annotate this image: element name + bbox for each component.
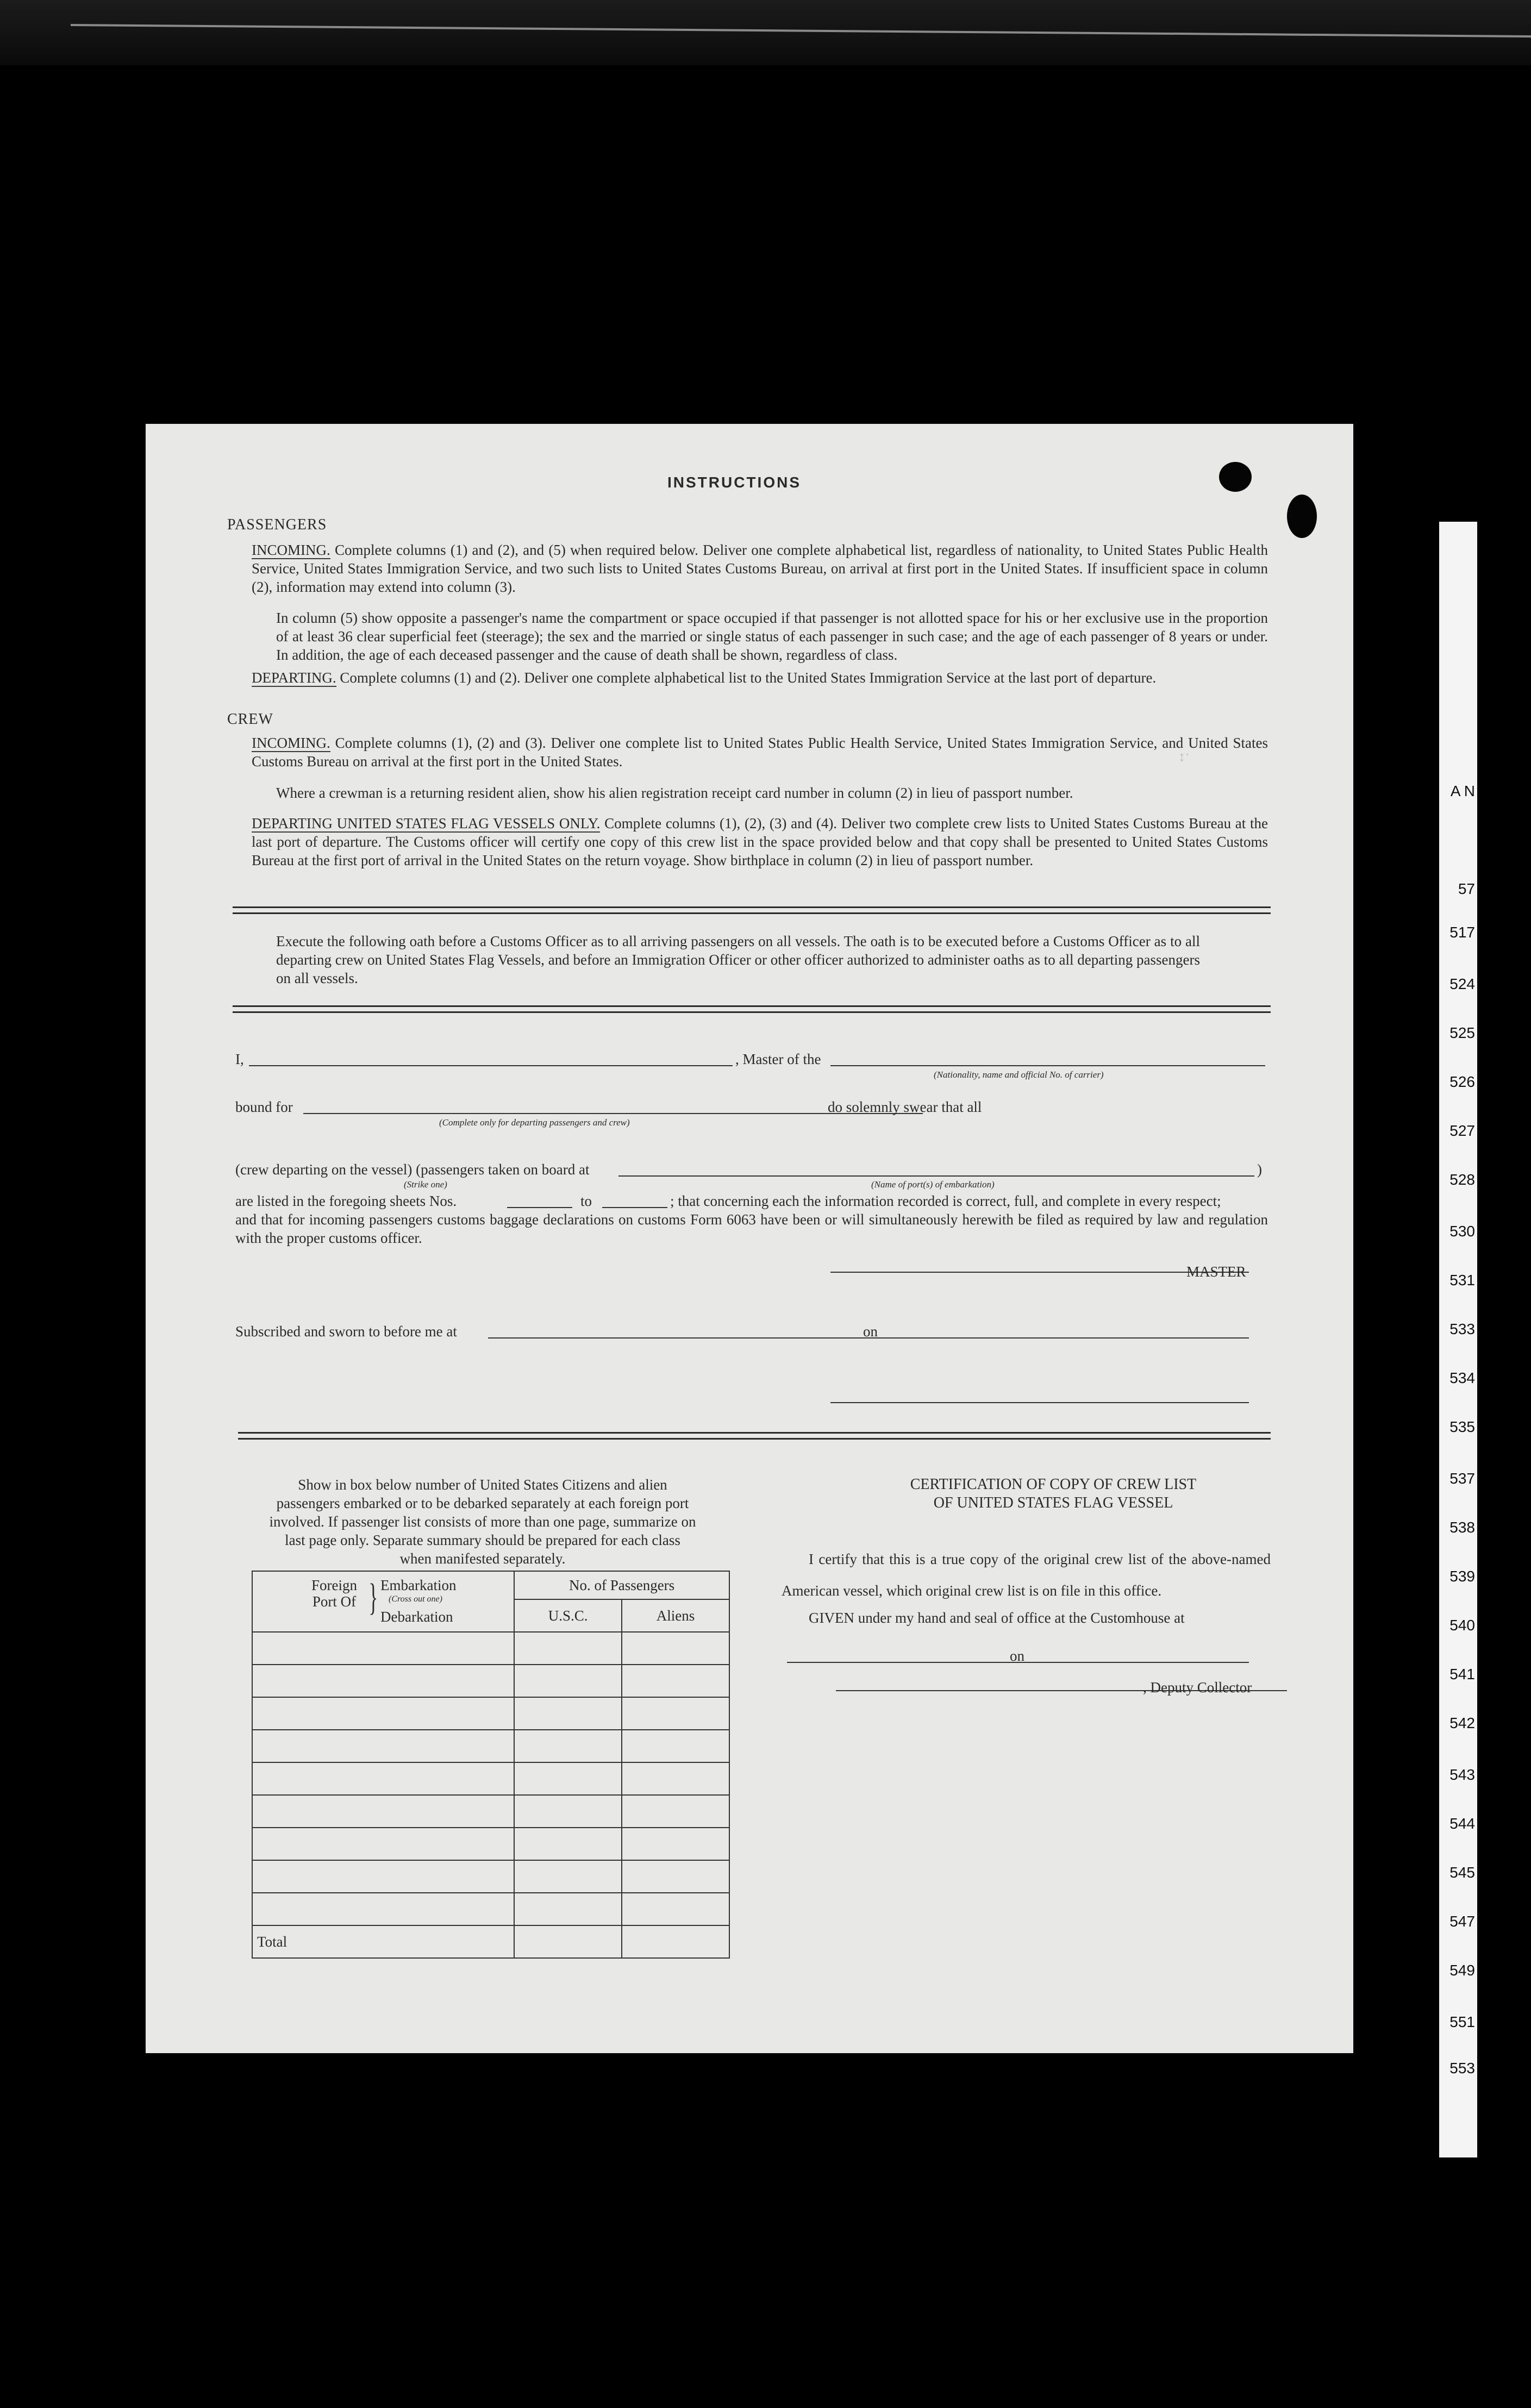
crew-resident-text: Where a crewman is a returning resident alien, show his alien registration receipt card number in column (2) in lieu of passport number. bbox=[276, 785, 1073, 801]
oath-intro: Execute the following oath before a Customs Officer as to all arriving passengers on all vessels. The oath is to be executed before a Customs Officer as to all departing crew on United States Flag Vessels, and before an Immigration Officer or other officer authorized to administer oaths as to all departing passengers on all vessels. bbox=[276, 933, 1200, 986]
total-label: Total bbox=[252, 1925, 514, 1958]
scanner-top-edge bbox=[0, 0, 1531, 65]
side-number: 537 bbox=[1449, 1470, 1475, 1487]
oath-listed-1: are listed in the foregoing sheets Nos. bbox=[235, 1193, 457, 1209]
oath-master-of: , Master of the bbox=[735, 1051, 821, 1067]
ink-blot bbox=[1287, 495, 1317, 538]
side-number: 544 bbox=[1449, 1815, 1475, 1832]
cert-on: on bbox=[1010, 1648, 1024, 1664]
crew-incoming-text: Complete columns (1), (2) and (3). Deliver one complete list to United States Public Health Service, United States Immigration Service, and United States Customs Bureau on arrival at the first port in the United States. bbox=[252, 735, 1268, 770]
crew-incoming-label: INCOMING. bbox=[252, 735, 330, 751]
side-number: 538 bbox=[1449, 1519, 1475, 1536]
col-aliens: Aliens bbox=[622, 1599, 729, 1632]
section-divider bbox=[238, 1432, 1271, 1440]
carrier-line[interactable] bbox=[830, 1065, 1265, 1066]
oath-listed-2: ; that concerning each the information recorded is correct, full, and complete in every respect; bbox=[670, 1193, 1221, 1209]
side-number: 542 bbox=[1449, 1715, 1475, 1731]
bleed-through: .↕ bbox=[1178, 750, 1190, 767]
master-label: MASTER bbox=[1186, 1264, 1246, 1280]
sworn-date-line[interactable] bbox=[890, 1337, 1249, 1339]
sworn-on: on bbox=[863, 1323, 878, 1340]
table-row bbox=[252, 1697, 729, 1730]
summary-instructions: Show in box below number of United States Citizens and alien passengers embarked or to be debarked separately at each foreign port involved. If passenger list consists of more than one page, summarize on last page only. Separate summary should be prepared for each class when manifested separately. bbox=[269, 1477, 696, 1567]
cert-deputy: , Deputy Collector bbox=[1143, 1679, 1252, 1696]
table-row bbox=[252, 1893, 729, 1925]
side-number: 526 bbox=[1449, 1073, 1475, 1090]
crew-departing-paragraph bbox=[252, 814, 1268, 870]
crew-departing-label: DEPARTING UNITED STATES FLAG VESSELS ONLY. bbox=[252, 815, 601, 831]
side-number: 545 bbox=[1449, 1864, 1475, 1881]
side-number: 528 bbox=[1449, 1171, 1475, 1188]
passengers-incoming-text: Complete columns (1) and (2), and (5) when required below. Deliver one complete alphabetical list, regardless of nationality, to United States Public Health Service, United States Immigration Service, and two such lists to United States Customs Bureau, on arrival at first port in the United States. If insufficient space in column (2), information may extend into column (3). bbox=[252, 542, 1268, 595]
col-usc: U.S.C. bbox=[514, 1599, 622, 1632]
cert-title-2: OF UNITED STATES FLAG VESSEL bbox=[933, 1494, 1173, 1511]
side-number: 535 bbox=[1449, 1418, 1475, 1435]
side-number: 541 bbox=[1449, 1666, 1475, 1683]
oath-listed-3: and that for incoming passengers customs baggage declarations on customs Form 6063 have been or will simultaneously herewith be filed as required by law and regulation with the proper customs officer. bbox=[235, 1211, 1268, 1246]
nationality-note: (Nationality, name and official No. of carrier) bbox=[934, 1069, 1104, 1080]
section-divider bbox=[233, 1005, 1271, 1013]
crew-departing-text: Complete columns (1), (2), (3) and (4). Deliver two complete crew lists to United States Customs Bureau at the last port of departure. The Customs officer will certify one copy of this crew list in the space provided below and that copy shall be presented to United States Customs Bureau at the first port of arrival in the United States on the return voyage. Show birthplace in column (2) in lieu of passport number. bbox=[252, 815, 1268, 868]
passenger-summary-table bbox=[252, 1571, 730, 1959]
cert-title-1: CERTIFICATION OF COPY OF CREW LIST bbox=[910, 1476, 1197, 1493]
table-row bbox=[252, 1665, 729, 1697]
table-row bbox=[252, 1730, 729, 1762]
table-row bbox=[252, 1795, 729, 1828]
form-page bbox=[146, 424, 1353, 2053]
table-row bbox=[252, 1860, 729, 1893]
embarkation-port-line[interactable] bbox=[618, 1175, 1254, 1177]
officer-signature-line[interactable] bbox=[830, 1402, 1249, 1403]
table-row bbox=[252, 1632, 729, 1665]
side-number: 540 bbox=[1449, 1617, 1475, 1634]
passengers-incoming-paragraph bbox=[252, 541, 1268, 596]
col-no: No. of Passengers bbox=[514, 1571, 729, 1599]
side-number: 549 bbox=[1449, 1962, 1475, 1979]
brace-glyph: } bbox=[368, 1577, 378, 1618]
col-foreign: Foreign Port Of bbox=[311, 1577, 357, 1610]
oath-close-paren: ) bbox=[1257, 1161, 1262, 1178]
side-number: 533 bbox=[1449, 1321, 1475, 1337]
side-number: 551 bbox=[1449, 2013, 1475, 2030]
port-header-cell bbox=[252, 1571, 514, 1632]
side-number: 524 bbox=[1449, 975, 1475, 992]
form-title: INSTRUCTIONS bbox=[667, 474, 801, 491]
passengers-heading: PASSENGERS bbox=[227, 516, 327, 533]
passengers-column5-text: In column (5) show opposite a passenger's name the compartment or space occupied if that passenger is not allotted space for his or her exclusive use in the proportion of at least 36 clear superficial feet (steerage); the sex and the married or single status of each passenger in such case; and the age of each passenger of 8 years or under. In addition, the age of each deceased passenger and the cause of death shall be shown, regardless of class. bbox=[276, 610, 1268, 663]
crew-heading: CREW bbox=[227, 711, 273, 728]
side-number: 534 bbox=[1449, 1369, 1475, 1386]
passengers-departing-paragraph bbox=[252, 668, 1268, 687]
col-debark: Debarkation bbox=[380, 1609, 453, 1625]
passengers-departing-text: Complete columns (1) and (2). Deliver one complete alphabetical list to the United States Immigration Service at the last port of departure. bbox=[340, 670, 1157, 686]
side-number: 531 bbox=[1449, 1272, 1475, 1289]
master-name-line[interactable] bbox=[249, 1065, 733, 1066]
crew-incoming-paragraph bbox=[252, 734, 1268, 771]
col-cross: (Cross out one) bbox=[389, 1594, 442, 1604]
side-number: 547 bbox=[1449, 1913, 1475, 1930]
strike-one-note: (Strike one) bbox=[404, 1179, 447, 1190]
side-number: 543 bbox=[1449, 1766, 1475, 1783]
oath-crew-departing: (crew departing on the vessel) (passengers taken on board at bbox=[235, 1161, 590, 1178]
oath-swear: do solemnly swear that all bbox=[828, 1099, 982, 1115]
oath-i-label: I, bbox=[235, 1051, 244, 1067]
col-embark: Embarkation bbox=[380, 1577, 457, 1593]
section-divider bbox=[233, 906, 1271, 914]
complete-note: (Complete only for departing passengers and crew) bbox=[439, 1117, 630, 1128]
side-number: 539 bbox=[1449, 1568, 1475, 1585]
cert-text-2: GIVEN under my hand and seal of office at the Customhouse at bbox=[809, 1610, 1185, 1626]
subscribed-text: Subscribed and sworn to before me at bbox=[235, 1323, 457, 1340]
sheet-from-line[interactable] bbox=[507, 1207, 572, 1208]
side-number: 553 bbox=[1449, 2060, 1475, 2076]
ink-blot bbox=[1219, 462, 1252, 492]
sheet-to-line[interactable] bbox=[602, 1207, 667, 1208]
table-row bbox=[252, 1828, 729, 1860]
port-note: (Name of port(s) of embarkation) bbox=[871, 1179, 995, 1190]
cert-text-1: I certify that this is a true copy of the original crew list of the above-named American vessel, which original crew list is on file in this office. bbox=[782, 1551, 1271, 1599]
side-number: 517 bbox=[1449, 924, 1475, 941]
total-row bbox=[252, 1925, 729, 1958]
side-letters: A N bbox=[1450, 783, 1475, 799]
passengers-incoming-label: INCOMING. bbox=[252, 542, 330, 558]
side-number: 530 bbox=[1449, 1223, 1475, 1240]
passengers-departing-label: DEPARTING. bbox=[252, 670, 336, 686]
table-row bbox=[252, 1762, 729, 1795]
adjacent-sheet-row-numbers bbox=[1439, 522, 1477, 2157]
oath-bound-for: bound for bbox=[235, 1099, 293, 1115]
cert-date-line[interactable] bbox=[1032, 1662, 1249, 1663]
side-number: 527 bbox=[1449, 1122, 1475, 1139]
side-number: 525 bbox=[1449, 1024, 1475, 1041]
oath-listed-to: to bbox=[580, 1193, 592, 1209]
side-number: 57 bbox=[1458, 880, 1475, 897]
